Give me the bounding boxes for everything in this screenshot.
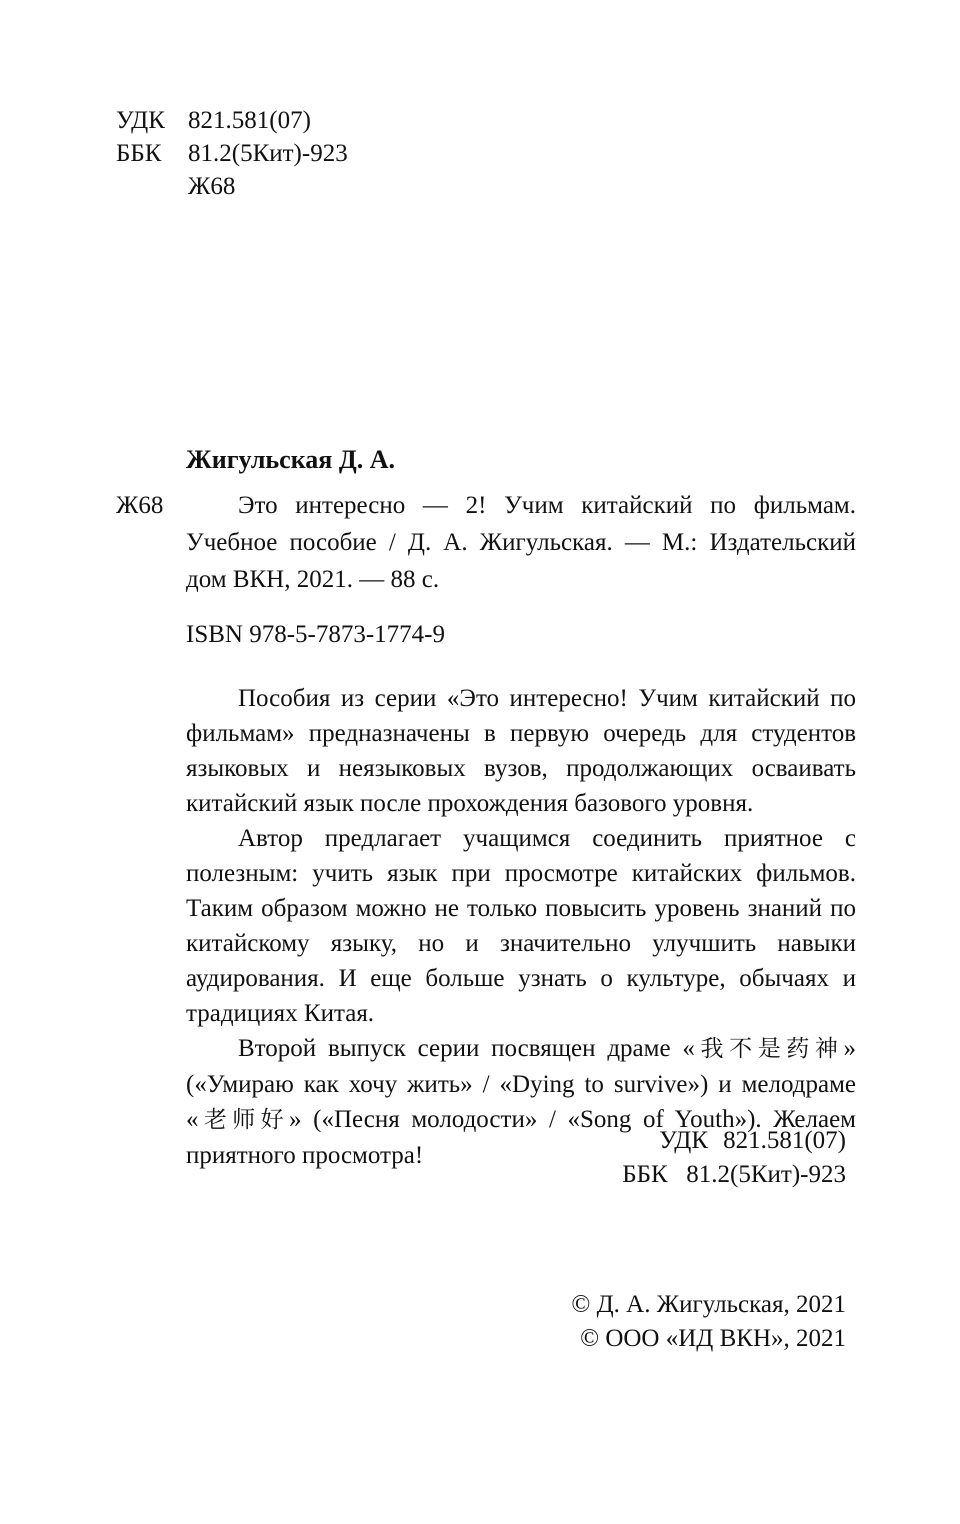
bbk-value: 81.2(5Кит)-923 — [188, 140, 348, 167]
udk-value-bottom: 821.581(07) — [723, 1127, 846, 1154]
bbk-label: ББК — [116, 140, 162, 167]
udk-label-bottom: УДК — [659, 1127, 708, 1154]
classification-block-bottom — [0, 1124, 846, 1192]
classification-row-udk — [116, 104, 348, 137]
annotation-paragraph-1: Пособия из серии «Это интересно! Учим китайский по фильмам» предназначены в первую очередь для студентов языковых и неязыковых вузов, продолжающих осваивать китайский язык после прохождения базового уровня. — [186, 685, 856, 817]
copyright-line-author: © Д. А. Жигульская, 2021 — [571, 1291, 846, 1318]
annotation-p3-segment-1: Второй выпуск серии посвящен драме « — [238, 1035, 695, 1062]
udk-value: 821.581(07) — [188, 107, 311, 134]
author-name: Жигульская Д. А. — [186, 445, 396, 474]
classification-block-top — [116, 104, 348, 203]
classification-bottom-row-udk — [0, 1124, 846, 1158]
isbn-line: ISBN 978-5-7873-1774-9 — [186, 621, 446, 648]
catalog-code-marker: Ж68 — [116, 492, 164, 519]
copyright-block — [0, 1288, 846, 1356]
annotation-paragraph-2: Автор предлагает учащимся соединить приятное с полезным: учить язык при просмотре китайских фильмов. Таким образом можно не только повысить уровень знаний по китайскому языку, но и значительно улучшить навыки аудирования. И еще больше узнать о культуре, обычаях и традициях Китая. — [186, 825, 856, 1027]
film-title-chinese-2: 老师好 — [198, 1107, 290, 1133]
classification-bottom-row-bbk — [0, 1158, 846, 1192]
bbk-label-bottom: ББК — [622, 1161, 668, 1188]
udk-label: УДК — [116, 107, 165, 134]
bbk-value-bottom: 81.2(5Кит)-923 — [686, 1161, 846, 1188]
annotation-p3-segment-2: » («Умираю как хочу жить» / «Dying to survive») и мелодраме « — [186, 1035, 857, 1133]
annotation-p3-segment-3: » («Песня молодости» / «Song of Youth»). Желаем приятного просмотра! — [186, 1106, 856, 1169]
classification-row-bbk — [116, 137, 348, 170]
copyright-line-publisher: © ООО «ИД ВКН», 2021 — [580, 1325, 846, 1352]
classification-row-catalog — [116, 170, 348, 203]
film-title-chinese-1: 我不是药神 — [694, 1036, 844, 1062]
bibliographic-description: Это интересно — 2! Учим китайский по фильмам. Учебное пособие / Д. А. Жигульская. — М.: Издательский дом ВКН, 2021. — 88 с. — [186, 492, 856, 593]
annotation-block — [186, 681, 856, 1173]
catalog-code-top: Ж68 — [188, 173, 236, 200]
